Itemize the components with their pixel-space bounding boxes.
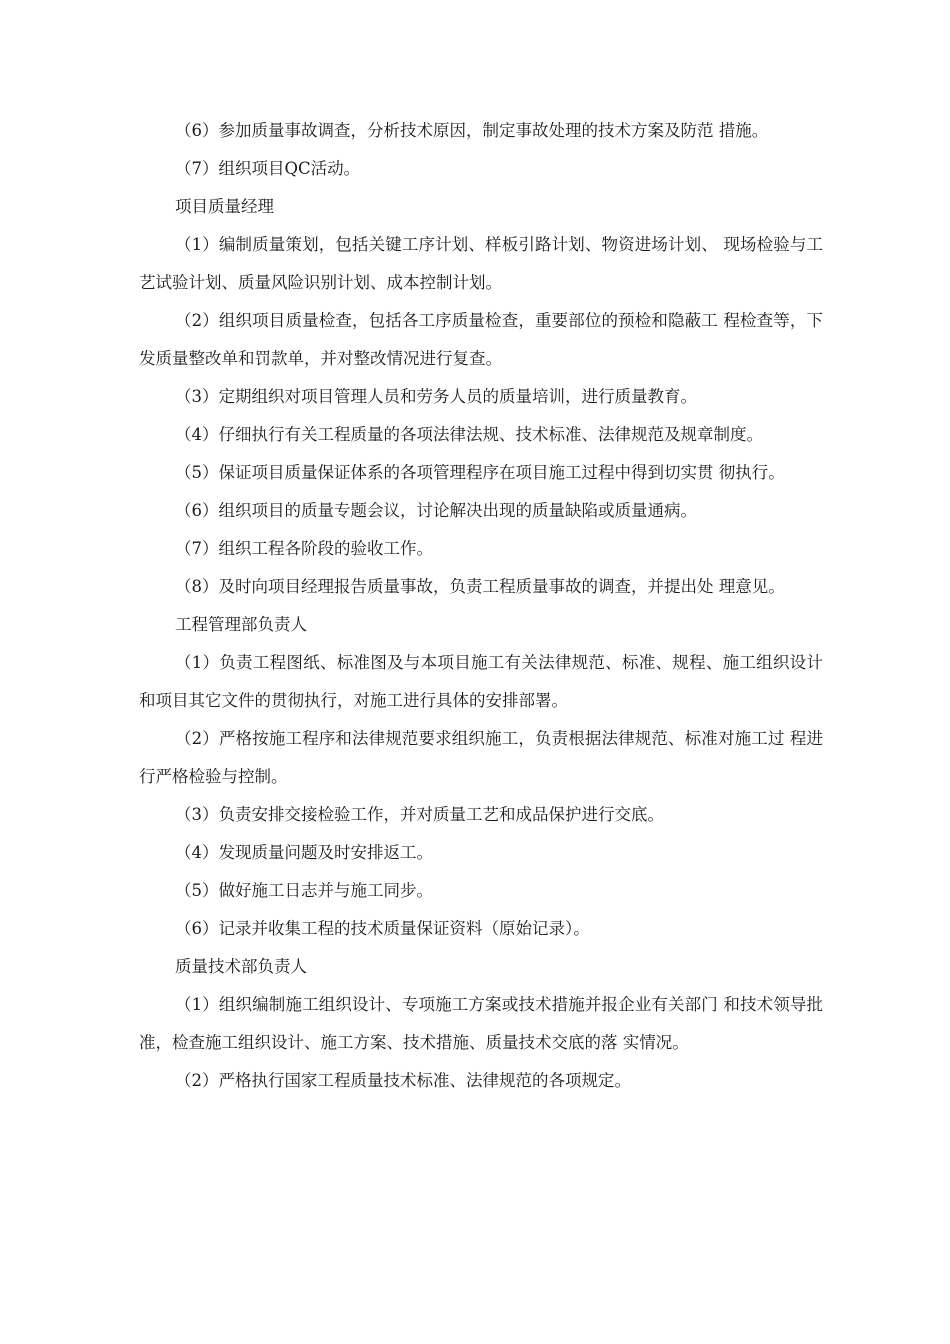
list-item: （5）保证项目质量保证体系的各项管理程序在项目施工过程中得到切实贯 彻执行。: [175, 463, 785, 482]
list-item: （2）严格执行国家工程质量技术标准、法律规范的各项规定。: [175, 1071, 631, 1090]
section-heading-project-quality-manager: 项目质量经理: [175, 197, 274, 216]
list-item: （2）严格按施工程序和法律规范要求组织施工，负责根据法律规范、标准对施工过 程进行严格检验与控制。: [139, 729, 823, 786]
section-heading-engineering-dept-head: 工程管理部负责人: [175, 615, 307, 634]
list-item: （6）参加质量事故调查，分析技术原因，制定事故处理的技术方案及防范 措施。: [175, 121, 769, 140]
document-body: [139, 112, 823, 1100]
list-item: （7）组织项目QC活动。: [175, 159, 361, 178]
section-heading-quality-tech-dept-head: 质量技术部负责人: [175, 957, 307, 976]
list-item: （1）负责工程图纸、标准图及与本项目施工有关法律规范、标准、规程、施工组织设计和项目其它文件的贯彻执行，对施工进行具体的安排部署。: [139, 653, 823, 710]
list-item: （3）负责安排交接检验工作，并对质量工艺和成品保护进行交底。: [175, 805, 664, 824]
list-item: （6）组织项目的质量专题会议，讨论解决出现的质量缺陷或质量通病。: [175, 501, 697, 520]
list-item: （4）仔细执行有关工程质量的各项法律法规、技术标准、法律规范及规章制度。: [175, 425, 763, 444]
list-item: （4）发现质量问题及时安排返工。: [175, 843, 433, 862]
list-item: （2）组织项目质量检查，包括各工序质量检查，重要部位的预检和隐蔽工 程检查等，下发质量整改单和罚款单，并对整改情况进行复查。: [139, 311, 823, 368]
list-item: （7）组织工程各阶段的验收工作。: [175, 539, 433, 558]
list-item: （8）及时向项目经理报告质量事故，负责工程质量事故的调查，并提出处 理意见。: [175, 577, 785, 596]
list-item: （1）编制质量策划，包括关键工序计划、样板引路计划、物资进场计划、 现场检验与工艺试验计划、质量风险识别计划、成本控制计划。: [139, 235, 823, 292]
list-item: （1）组织编制施工组织设计、专项施工方案或技术措施并报企业有关部门 和技术领导批准，检查施工组织设计、施工方案、技术措施、质量技术交底的落 实情况。: [139, 995, 823, 1052]
list-item: （5）做好施工日志并与施工同步。: [175, 881, 433, 900]
list-item: （6）记录并收集工程的技术质量保证资料（原始记录）。: [175, 919, 590, 938]
list-item: （3）定期组织对项目管理人员和劳务人员的质量培训，进行质量教育。: [175, 387, 697, 406]
